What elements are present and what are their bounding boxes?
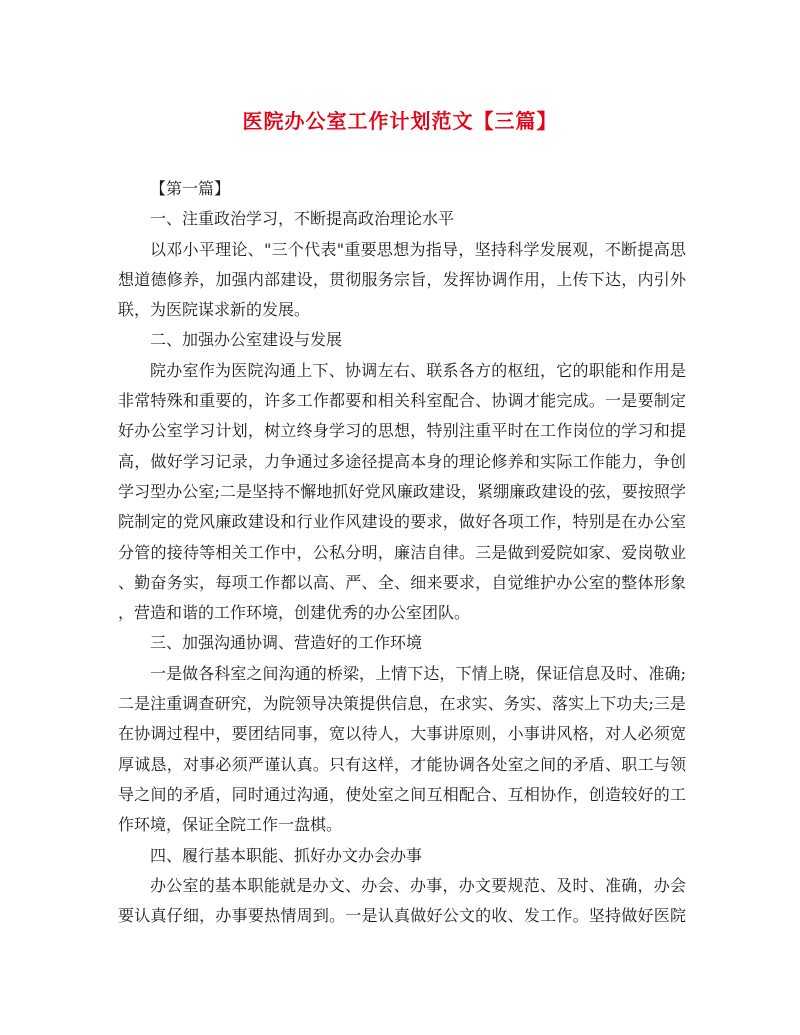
text-line: 分管的接待等相关工作中，公私分明，廉洁自律。三是做到爱院如家、爱岗敬业 — [118, 542, 686, 562]
text-line: ，营造和谐的工作环境，创建优秀的办公室团队。 — [118, 603, 471, 623]
text-line: 好办公室学习计划，树立终身学习的思想，特别注重平时在工作岗位的学习和提 — [118, 421, 686, 441]
text-line: 联，为医院谋求新的发展。 — [118, 300, 311, 320]
text-line: 非常特殊和重要的，许多工作都要和相关科室配合、协调才能完成。一是要制定 — [118, 391, 686, 411]
text-line: 四、履行基本职能、抓好办文办会办事 — [150, 845, 423, 865]
text-line: 作环境，保证全院工作一盘棋。 — [118, 815, 343, 835]
text-line: 一、注重政治学习，不断提高政治理论水平 — [150, 209, 455, 229]
text-line: 高，做好学习记录，力争通过多途径提高本身的理论修养和实际工作能力，争创 — [118, 451, 686, 471]
text-line: 一是做各科室之间沟通的桥梁，上情下达，下情上晓，保证信息及时、准确; — [150, 663, 686, 683]
text-line: 、勤奋务实，每项工作都以高、严、全、细来要求，自觉维护办公室的整体形象 — [118, 572, 686, 592]
document-title: 医院办公室工作计划范文【三篇】 — [242, 109, 558, 133]
text-line: 二、加强办公室建设与发展 — [150, 330, 343, 350]
text-line: 想道德修养，加强内部建设，贯彻服务宗旨，发挥协调作用，上传下达，内引外 — [118, 269, 686, 289]
document-body — [118, 174, 686, 931]
text-line: 导之间的矛盾，同时通过沟通，使处室之间互相配合、互相协作，创造较好的工 — [118, 784, 686, 804]
text-line: 在协调过程中，要团结同事，宽以待人，大事讲原则，小事讲风格，对人必须宽 — [118, 724, 686, 744]
text-line: 办公室的基本职能就是办文、办会、办事，办文要规范、及时、准确，办会 — [150, 875, 686, 895]
text-line: 院办室作为医院沟通上下、协调左右、联系各方的枢纽，它的职能和作用是 — [150, 360, 686, 380]
text-line: 以邓小平理论、"三个代表"重要思想为指导，坚持科学发展观，不断提高思 — [150, 239, 686, 259]
text-line: 要认真仔细，办事要热情周到。一是认真做好公文的收、发工作。坚持做好医院 — [118, 906, 686, 926]
text-line: 三、加强沟通协调、营造好的工作环境 — [150, 633, 423, 653]
text-line: 二是注重调查研究，为院领导决策提供信息，在求实、务实、落实上下功夫;三是 — [118, 694, 686, 714]
text-line: 厚诚恳，对事必须严谨认真。只有这样，才能协调各处室之间的矛盾、职工与领 — [118, 754, 686, 774]
text-line: 院制定的党风廉政建设和行业作风建设的要求，做好各项工作，特别是在办公室 — [118, 512, 686, 532]
text-line: 【第一篇】 — [150, 179, 231, 198]
text-line: 学习型办公室;二是坚持不懈地抓好党风廉政建设，紧绷廉政建设的弦，要按照学 — [118, 481, 686, 501]
